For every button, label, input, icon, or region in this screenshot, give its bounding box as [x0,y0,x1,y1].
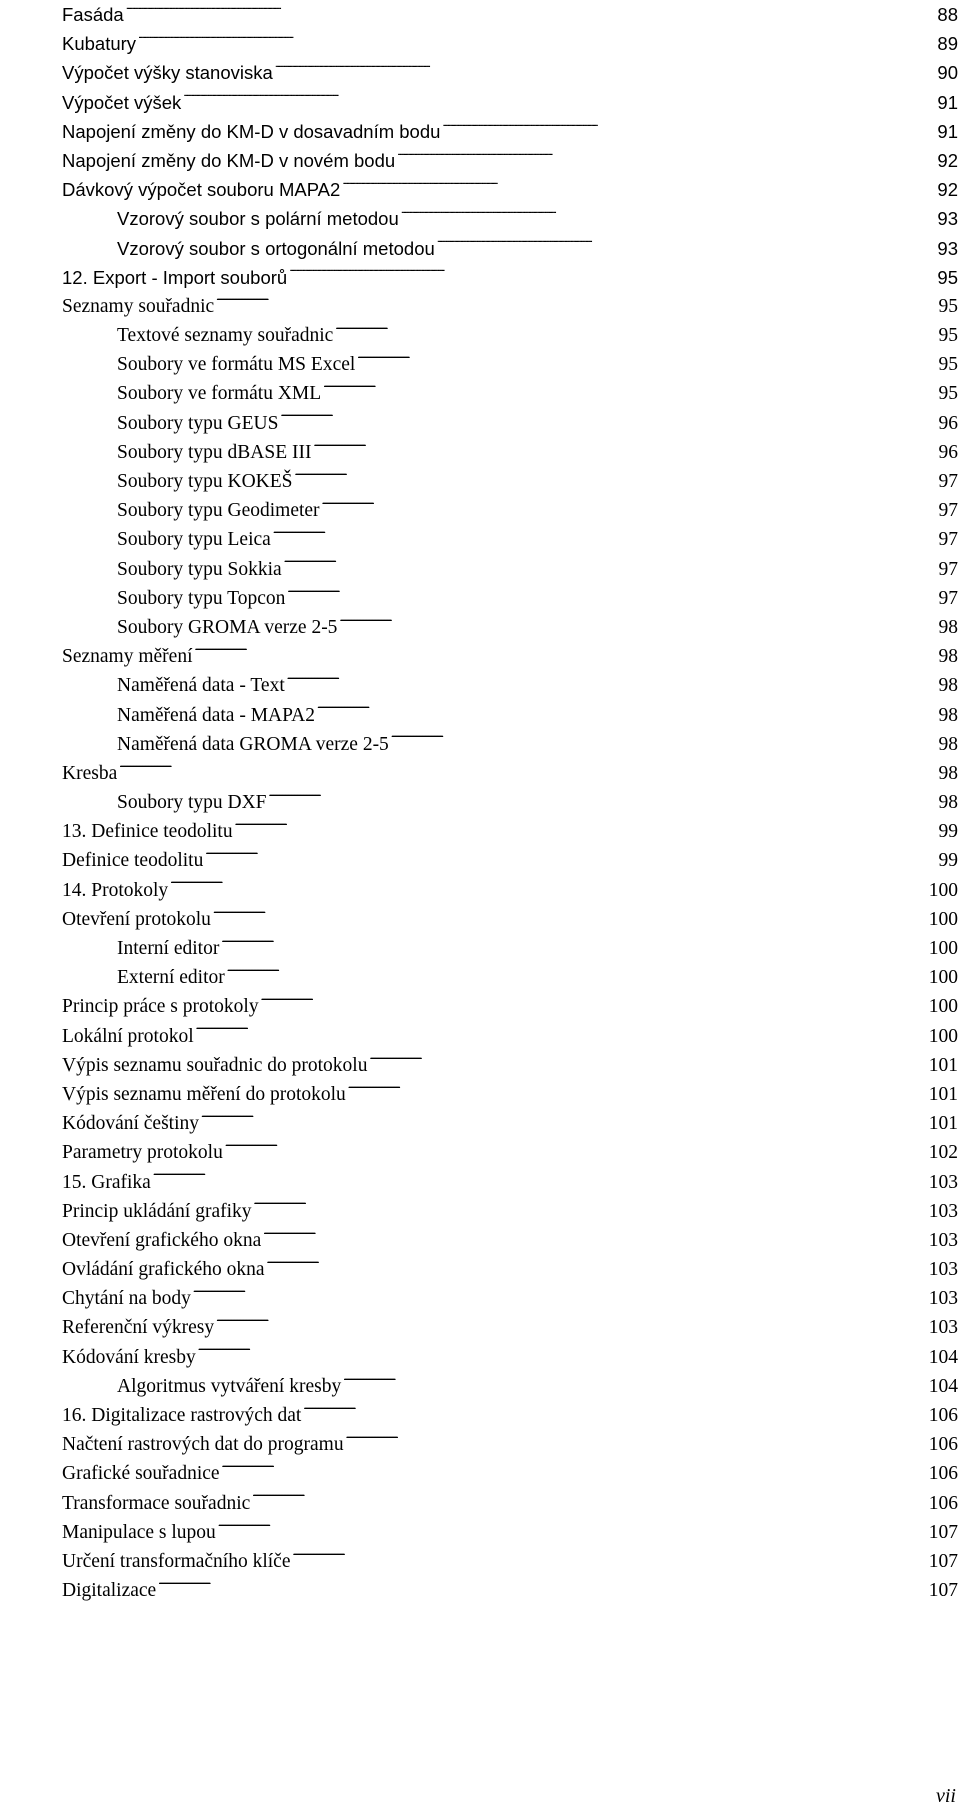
toc-entry-title: Soubory typu Geodimeter [117,500,320,522]
toc-entry-page: 103 [928,1317,958,1339]
toc-entry-title: Transformace souřadnic [62,1492,251,1514]
dot-leader [287,672,922,692]
dot-leader [357,351,922,371]
toc-entry-page: 106 [928,1492,958,1514]
toc-entry-title: Kubatury [62,33,137,55]
toc-entry-page: 107 [928,1521,958,1543]
toc-entry-title: Otevření grafického okna [62,1229,262,1251]
toc-entry[interactable] [62,671,958,700]
toc-entry-title: Textové seznamy souřadnic [117,325,334,347]
toc-entry[interactable] [62,146,958,175]
dot-leader [284,555,922,575]
toc-entry[interactable] [62,1547,958,1576]
toc-entry[interactable] [62,642,958,671]
toc-entry[interactable] [62,1255,958,1284]
toc-entry[interactable] [62,321,958,350]
toc-entry-page: 97 [938,471,958,492]
dot-leader [196,1022,922,1042]
toc-entry-page: 97 [938,558,958,580]
toc-entry[interactable] [62,1313,958,1342]
toc-entry-title: Výpis seznamu souřadnic do protokolu [62,1054,368,1076]
toc-entry-title: Kódování kresby [62,1346,196,1368]
dot-leader [205,847,922,867]
toc-entry-page: 100 [928,908,958,930]
dot-leader [261,993,922,1013]
toc-entry-page: 93 [937,208,958,230]
toc-entry[interactable] [62,1138,958,1167]
toc-entry[interactable] [62,759,958,788]
toc-entry-page: 103 [928,1171,958,1193]
toc-entry-page: 95 [938,354,958,376]
toc-entry-title: Soubory typu dBASE III [117,441,312,463]
toc-entry[interactable] [62,1051,958,1080]
toc-entry-page: 96 [938,441,958,463]
toc-entry[interactable] [62,1430,958,1459]
toc-entry-page: 91 [937,91,958,113]
toc-entry-page: 98 [938,704,958,726]
toc-entry-title: Seznamy měření [62,646,193,668]
toc-entry-page: 106 [928,1405,958,1426]
toc-entry[interactable] [62,58,958,87]
toc-entry-page: 104 [928,1346,958,1368]
dot-leader [346,1431,922,1451]
page-number: vii [936,1785,956,1807]
dot-leader [263,1226,922,1246]
dot-leader [126,3,922,22]
dot-leader [198,1343,922,1363]
toc-entry-page: 91 [937,120,958,142]
toc-entry-title: Princip ukládání grafiky [62,1200,252,1222]
toc-entry[interactable] [62,963,958,992]
toc-entry-title: Dávkový výpočet souboru MAPA2 [62,179,341,201]
dot-leader [322,497,922,517]
dot-leader [170,876,922,896]
toc-entry-page: 93 [937,237,958,259]
dot-leader [303,1402,922,1422]
toc-entry-title: Vzorový soubor s ortogonální metodou [117,237,435,259]
toc-entry-title: Naměřená data - Text [117,675,285,697]
toc-entry-page: 95 [938,383,958,405]
dot-leader [221,935,922,955]
dot-leader [218,1518,922,1538]
toc-entry-title: 15. Grafika [62,1171,151,1193]
toc-entry[interactable] [62,1168,958,1197]
toc-entry-title: Interní editor [117,938,220,959]
toc-entry-page: 95 [938,295,958,317]
toc-entry-page: 100 [928,967,958,989]
toc-entry[interactable] [62,1109,958,1138]
toc-entry-page: 98 [938,733,958,755]
toc-entry[interactable] [62,0,958,29]
dot-leader [317,701,922,721]
toc-entry[interactable] [62,730,958,759]
dot-leader [273,526,922,546]
toc-entry-title: Parametry protokolu [62,1142,223,1164]
toc-entry-page: 90 [937,62,958,84]
toc-entry-page: 101 [928,1113,958,1135]
dot-leader [280,409,922,429]
dot-leader [391,730,922,750]
toc-entry-page: 104 [928,1375,958,1397]
toc-entry-title: Seznamy souřadnic [62,295,215,317]
toc-entry-title: Definice teodolitu [62,850,204,872]
toc-entry-title: Referenční výkresy [62,1317,215,1339]
toc-entry[interactable] [62,1489,958,1518]
toc-entry[interactable] [62,350,958,379]
toc-entry-page: 103 [928,1259,958,1281]
toc-entry[interactable] [62,467,958,496]
dot-leader [201,1110,922,1130]
dot-leader [119,759,922,779]
toc-entry-title: Soubory GROMA verze 2-5 [117,616,338,638]
dot-leader [195,643,923,663]
toc-entry-page: 98 [938,616,958,638]
toc-entry-title: Lokální protokol [62,1025,194,1047]
toc-entry[interactable] [62,379,958,408]
toc-entry-page: 100 [928,996,958,1018]
dot-leader [397,148,922,167]
toc-entry-title: Výpočet výšky stanoviska [62,62,273,84]
toc-entry-title: Soubory ve formátu MS Excel [117,354,356,376]
toc-entry-page: 88 [937,4,958,25]
toc-entry[interactable] [62,992,958,1021]
toc-entry[interactable] [62,1284,958,1313]
toc-entry-title: Grafické souřadnice [62,1463,220,1485]
toc-entry[interactable] [62,788,958,817]
dot-leader [235,818,922,838]
toc-entry[interactable] [62,817,958,846]
dot-leader [313,438,922,458]
toc-entry[interactable] [62,525,958,554]
toc-entry-title: Manipulace s lupou [62,1521,216,1543]
dot-leader [348,1080,922,1100]
toc-entry-page: 101 [928,1083,958,1105]
toc-entry-title: Napojení změny do KM-D v dosavadním bodu [62,120,441,142]
toc-entry-page: 101 [928,1054,958,1076]
toc-entry[interactable] [62,1459,958,1488]
dot-leader [216,1314,922,1334]
toc-entry[interactable] [62,438,958,467]
toc-entry-title: Určení transformačního klíče [62,1550,291,1572]
toc-entry-title: Napojení změny do KM-D v novém bodu [62,149,396,171]
toc-entry-title: Soubory ve formátu XML [117,383,322,405]
toc-entry-page: 100 [928,938,958,959]
toc-entry-page: 97 [938,529,958,551]
dot-leader [437,236,922,255]
dot-leader [225,1139,922,1159]
dot-leader [293,1547,923,1567]
toc-entry-page: 98 [938,675,958,697]
dot-leader [227,964,922,984]
toc-entry[interactable] [62,1343,958,1372]
toc-entry-title: Otevření protokolu [62,908,211,930]
toc-entry-title: Algoritmus vytváření kresby [117,1375,342,1397]
toc-entry[interactable] [62,905,958,934]
toc-entry-title: Fasáda [62,4,124,25]
toc-entry[interactable] [62,1372,958,1401]
toc-entry-page: 99 [938,850,958,872]
dot-leader [342,178,922,197]
toc-entry-title: 16. Digitalizace rastrových dat [62,1405,302,1426]
toc-entry-page: 89 [937,33,958,55]
toc-entry-title: Kódování češtiny [62,1113,200,1135]
toc-entry[interactable] [62,1022,958,1051]
toc-entry[interactable] [62,1576,958,1605]
toc-entry-title: Kresba [62,762,118,784]
dot-leader [222,1460,922,1480]
toc-entry-title: Soubory typu Leica [117,529,271,551]
toc-entry-page: 96 [938,412,958,434]
toc-entry-title: Digitalizace [62,1580,157,1602]
toc-entry[interactable] [62,234,958,263]
toc-entry-page: 100 [928,1025,958,1047]
toc-entry[interactable] [62,88,958,117]
toc-entry-page: 103 [928,1200,958,1222]
toc-entry[interactable] [62,1518,958,1547]
toc-entry[interactable] [62,1226,958,1255]
toc-entry-page: 98 [938,792,958,814]
toc-entry-title: 13. Definice teodolitu [62,821,233,843]
toc-entry-title: Ovládání grafického okna [62,1259,265,1281]
toc-entry-page: 107 [928,1550,958,1572]
toc-entry[interactable] [62,175,958,204]
toc-entry-page: 106 [928,1434,958,1456]
toc-entry[interactable] [62,1080,958,1109]
toc-entry[interactable] [62,701,958,730]
dot-leader [252,1489,922,1509]
toc-entry[interactable] [62,1401,958,1430]
toc-entry-page: 97 [938,500,958,522]
dot-leader [153,1168,922,1188]
toc-entry-page: 103 [928,1229,958,1251]
toc-entry[interactable] [62,292,958,321]
toc-entry-page: 92 [937,179,958,201]
toc-entry-page: 102 [928,1142,958,1164]
toc-entry[interactable] [62,876,958,905]
toc-entry[interactable] [62,934,958,963]
dot-leader [323,380,922,400]
dot-leader [442,119,922,138]
toc-entry-title: Načtení rastrových dat do programu [62,1434,344,1456]
toc-entry-title: Vzorový soubor s polární metodou [117,208,399,230]
toc-entry[interactable] [62,613,958,642]
toc-entry-page: 106 [928,1463,958,1485]
toc-entry-title: Naměřená data - MAPA2 [117,704,316,726]
toc-entry-page: 98 [938,646,958,668]
dot-leader [267,1256,922,1276]
dot-leader [183,90,922,109]
toc-entry[interactable] [62,117,958,146]
toc-entry-page: 99 [938,821,958,843]
dot-leader [138,32,922,51]
toc-entry-page: 100 [928,879,958,901]
toc-entry[interactable] [62,409,958,438]
toc-entry-title: Princip práce s protokoly [62,996,259,1018]
toc-entry[interactable] [62,496,958,525]
toc-entry[interactable] [62,555,958,584]
toc-entry-page: 95 [938,325,958,347]
dot-leader [343,1372,922,1392]
dot-leader [287,584,922,604]
dot-leader [369,1051,922,1071]
dot-leader [339,613,922,633]
dot-leader [254,1197,922,1217]
toc-entry-title: Soubory typu Sokkia [117,558,282,580]
toc-entry-title: 12. Export - Import souborů [62,266,288,288]
dot-leader [401,207,922,226]
toc-entry-title: 14. Protokoly [62,879,169,901]
toc-entry-title: Naměřená data GROMA verze 2-5 [117,733,389,755]
toc-entry-page: 97 [938,587,958,609]
toc-entry[interactable] [62,263,958,292]
toc-entry-title: Soubory typu GEUS [117,412,279,434]
dot-leader [289,265,922,284]
toc-entry[interactable] [62,1197,958,1226]
dot-leader [275,61,922,80]
toc-entry-title: Soubory typu Topcon [117,587,286,609]
toc-entry-page: 95 [937,266,958,288]
toc-entry-title: Výpis seznamu měření do protokolu [62,1083,346,1105]
toc-entry-title: Soubory typu KOKEŠ [117,471,293,492]
toc-entry[interactable] [62,846,958,875]
dot-leader [335,322,922,342]
toc-entry-page: 98 [938,762,958,784]
dot-leader [269,789,922,809]
toc-entry-title: Výpočet výšek [62,91,182,113]
toc-entry-title: Externí editor [117,967,225,989]
toc-entry-page: 107 [928,1580,958,1602]
dot-leader [193,1285,922,1305]
toc-entry[interactable] [62,584,958,613]
dot-leader [158,1577,922,1597]
dot-leader [216,292,922,312]
toc-entry-title: Soubory typu DXF [117,792,267,814]
dot-leader [213,905,922,925]
toc-entry[interactable] [62,204,958,233]
dot-leader [295,468,922,488]
toc-entry-page: 92 [937,149,958,171]
toc-entry-title: Chytání na body [62,1288,191,1310]
table-of-contents [62,0,958,1605]
toc-entry[interactable] [62,29,958,58]
toc-entry-page: 103 [928,1288,958,1310]
